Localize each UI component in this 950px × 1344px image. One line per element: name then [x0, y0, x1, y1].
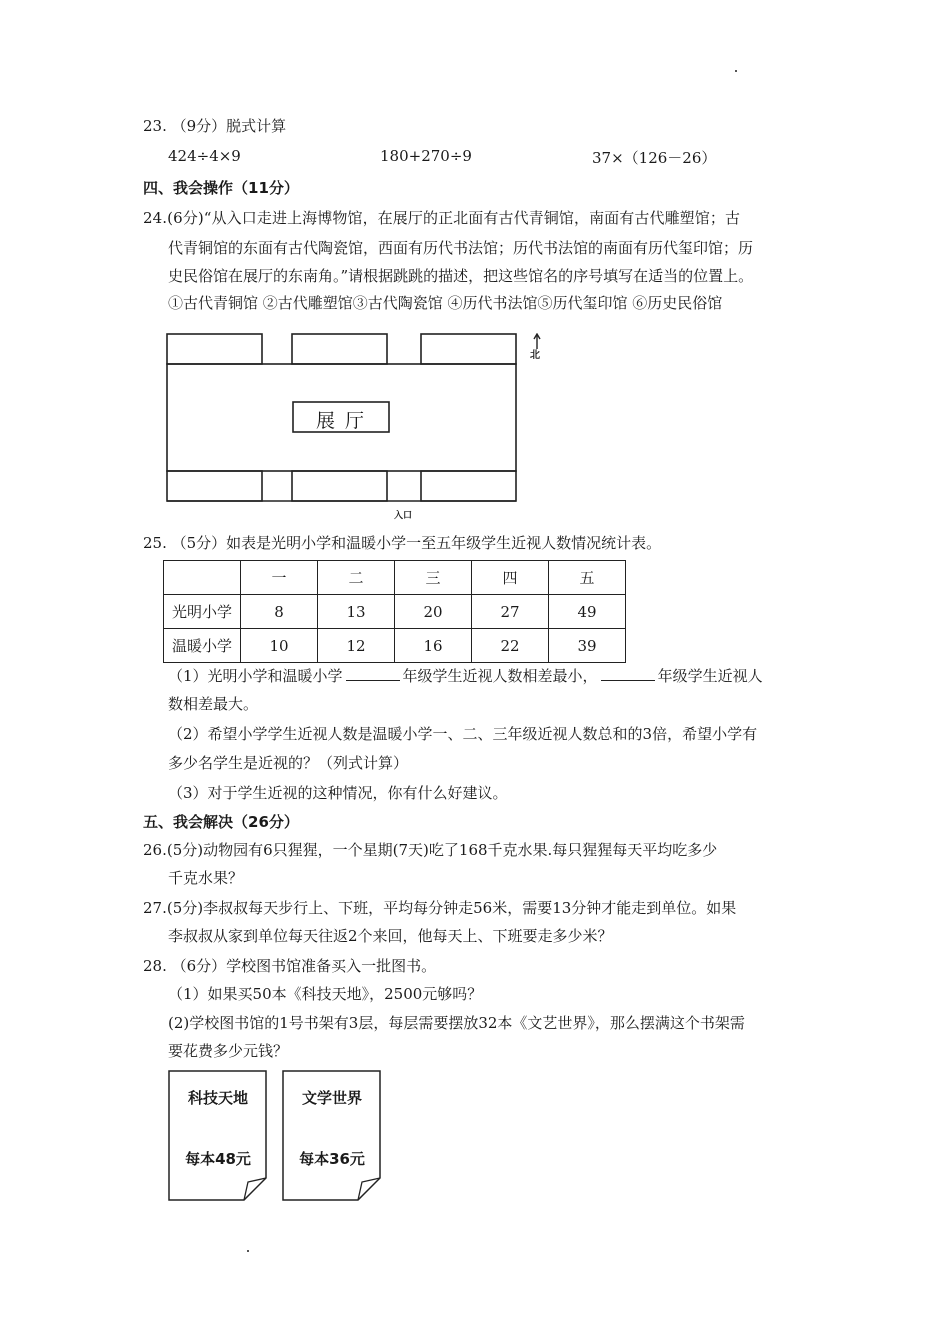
q23-expr-2: 180+270÷9: [380, 147, 472, 165]
q28-sub2: (2)学校图书馆的1号书架有3层，每层需要摆放32本《文艺世界》，那么摆满这个书架需: [168, 1014, 745, 1032]
q25-sub1-cont: 数相差最大。: [168, 695, 259, 713]
table-cell: 12: [318, 629, 395, 663]
top-left-room: [167, 334, 262, 364]
table-cell: 光明小学: [164, 595, 241, 629]
q23-expr-1: 424÷4×9: [168, 147, 241, 165]
table-cell: 13: [318, 595, 395, 629]
q24-line-2: 代青铜馆的东面有古代陶瓷馆，西面有历代书法馆；历代书法馆的南面有历代玺印馆；历: [168, 239, 754, 257]
table-header-cell: 二: [318, 561, 395, 595]
table-header-cell: 四: [472, 561, 549, 595]
table-cell: 20: [395, 595, 472, 629]
q25-sub2: （2）希望小学学生近视人数是温暖小学一、二、三年级近视人数总和的3倍，希望小学有: [168, 725, 758, 743]
q27-line-1: 27.(5分)李叔叔每天步行上、下班，平均每分钟走56米，需要13分钟才能走到单位。如果: [143, 899, 737, 917]
table-row: [164, 629, 626, 663]
myopia-table: [163, 560, 626, 663]
q25-sub1-b: 年级学生近视人数相差最小，: [402, 667, 598, 685]
table-cell: 49: [549, 595, 626, 629]
q26-line-1: 26.(5分)动物园有6只猩猩，一个星期(7天)吃了168千克水果.每只猩猩每天平均吃多少: [143, 841, 718, 859]
table-header-cell: 五: [549, 561, 626, 595]
table-cell: 8: [241, 595, 318, 629]
q28-title: 28. （6分）学校图书馆准备买入一批图书。: [143, 957, 437, 975]
sign-price: 每本48元: [185, 1150, 251, 1168]
q27-line-2: 李叔叔从家到单位每天往返2个来回，他每天上、下班要走多少米？: [168, 927, 613, 945]
sign-title: 科技天地: [187, 1089, 248, 1107]
section-5-heading: 五、我会解决（26分）: [143, 813, 299, 831]
table-cell: 16: [395, 629, 472, 663]
bottom-middle-room: [292, 471, 387, 501]
table-header-cell: 一: [241, 561, 318, 595]
answer-blank[interactable]: [601, 666, 655, 681]
book-sign-science: [168, 1070, 268, 1202]
answer-blank[interactable]: [346, 666, 400, 681]
q28-sub2-cont: 要花费多少元钱？: [168, 1042, 289, 1060]
q23-title: 23. （9分）脱式计算: [143, 117, 287, 135]
book-sign-literature: [282, 1070, 382, 1202]
table-header-cell: [164, 561, 241, 595]
q26-line-2: 千克水果？: [168, 869, 244, 887]
entrance-label: 入口: [394, 511, 413, 521]
table-header-row: [164, 561, 626, 595]
table-row: [164, 595, 626, 629]
table-cell: 10: [241, 629, 318, 663]
sign-title: 文学世界: [301, 1089, 362, 1107]
section-4-heading: 四、我会操作（11分）: [143, 179, 299, 197]
table-cell: 39: [549, 629, 626, 663]
table-cell: 22: [472, 629, 549, 663]
sign-price: 每本36元: [299, 1150, 365, 1168]
bottom-right-room: [421, 471, 516, 501]
table-header-cell: 三: [395, 561, 472, 595]
bottom-left-room: [167, 471, 262, 501]
page-dot-top: [735, 70, 737, 72]
page-dot-bottom: [247, 1250, 249, 1252]
hall-label: 展 厅: [315, 410, 367, 432]
q24-line-1: 24.(6分)“从入口走进上海博物馆，在展厅的正北面有古代青铜馆，南面有古代雕塑馆；古: [143, 209, 741, 227]
q25-title: 25. （5分）如表是光明小学和温暖小学一至五年级学生近视人数情况统计表。: [143, 534, 662, 552]
north-label: 北: [530, 350, 540, 361]
top-middle-room: [292, 334, 387, 364]
q25-sub1-c: 年级学生近视人: [657, 667, 763, 685]
table-cell: 温暖小学: [164, 629, 241, 663]
q25-sub1: [168, 666, 763, 686]
table-cell: 27: [472, 595, 549, 629]
q25-sub3: （3）对于学生近视的这种情况，你有什么好建议。: [168, 784, 508, 802]
q24-line-3: 史民俗馆在展厅的东南角。”请根据跳跳的描述，把这些馆名的序号填写在适当的位置上。: [168, 267, 754, 285]
q25-sub2-cont: 多少名学生是近视的？（列式计算）: [168, 754, 409, 772]
q28-sub1: （1）如果买50本《科技天地》，2500元够吗？: [168, 985, 483, 1003]
q25-sub1-a: （1）光明小学和温暖小学: [168, 667, 343, 685]
top-right-room: [421, 334, 516, 364]
q24-options: ①古代青铜馆 ②古代雕塑馆③古代陶瓷馆 ④历代书法馆⑤历代玺印馆 ⑥历史民俗馆: [168, 294, 723, 312]
q23-expr-3: 37×（126－26）: [592, 149, 717, 167]
museum-map: [165, 333, 555, 527]
